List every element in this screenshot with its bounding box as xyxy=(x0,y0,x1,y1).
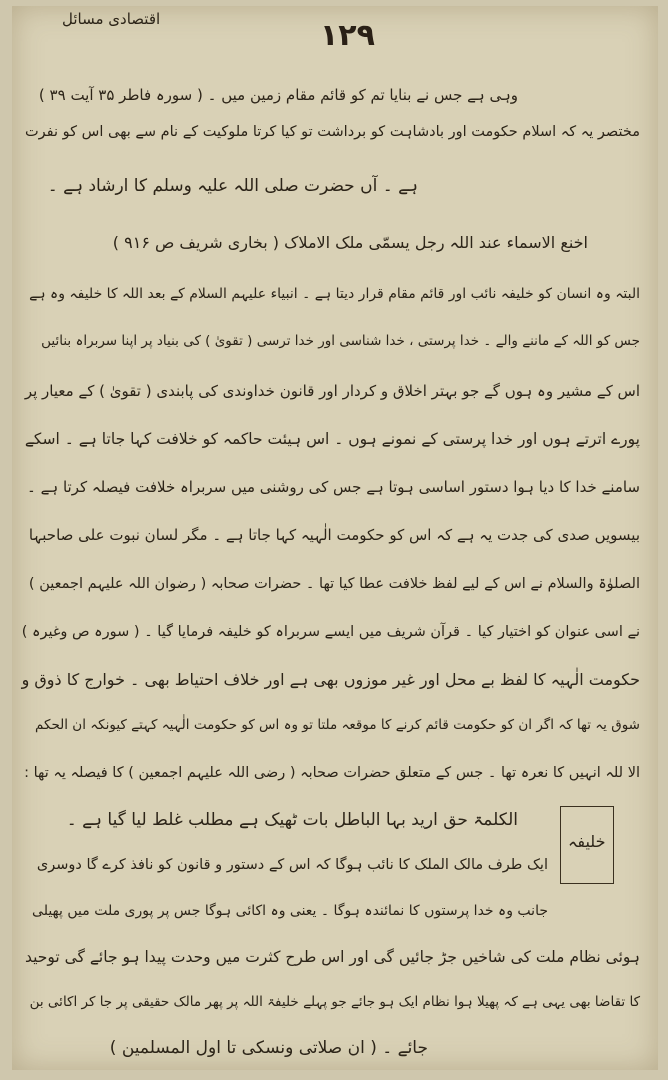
text-line: بیسویں صدی کی جدت یہ ہے کہ اس کو حکومت الٰہیہ کہا جاتا ہے ۔ مگر لسان نبوت علی صاحبہا xyxy=(28,526,640,544)
text-line: البتہ وہ انسان کو خلیفہ نائب اور قائم مقام قرار دیتا ہے ۔ انبیاء علیہم السلام کے بعد اللہ کا خلیفہ وہ ہے xyxy=(29,286,640,302)
text-line: ایک طرف مالک الملک کا نائب ہوگا کہ اس کے دستور و قانون کو نافذ کرے گا دوسری xyxy=(36,857,548,873)
running-title: اقتصادی مسائل xyxy=(62,10,161,28)
text-line: شوق یہ تھا کہ اگر ان کو حکومت قائم کرنے کا موقعہ ملتا تو وہ اس کو حکومت الٰہیہ کہتے کیونکہ ان الحکم xyxy=(35,717,640,733)
text-line: کا تقاضا بھی یہی ہے کہ پھیلا ہوا نظام ایک ہو جائے جو پہلے خلیفۃ اللہ پر پھر مالک حقیقی پر جا کر اکائی بن xyxy=(29,994,640,1010)
text-line: الصلوٰۃ والسلام نے اس کے لیے لفظ خلافت عطا کیا تھا ۔ حضرات صحابہ ( رضوان اللہ علیہم اجمعین ) xyxy=(28,576,640,592)
text-line: سامنے خدا کا دیا ہوا دستور اساسی ہوتا ہے جس کی روشنی میں سربراہ خلافت فیصلہ کرتا ہے ۔ xyxy=(27,478,640,496)
text-line: جس کو اللہ کے ماننے والے ۔ خدا پرستی ، خدا شناسی اور خدا ترسی ( تقویٰ ) کی بنیاد پر اپنا سربراہ بنائیں xyxy=(41,333,640,349)
text-line: وہی ہے جس نے بنایا تم کو قائم مقام زمین میں ۔ ( سورہ فاطر ۳۵ آیت ۳۹ ) xyxy=(38,86,518,104)
text-line: حکومت الٰہیہ کا لفظ بے محل اور غیر موزوں بھی ہے اور خلاف احتیاط بھی ۔ خوارج کا ذوق و xyxy=(21,670,640,689)
text-line: مختصر یہ کہ اسلام حکومت اور بادشاہت کو برداشت تو کیا کرتا ملوکیت کے نام سے بھی اس کو نفرت xyxy=(25,124,640,140)
text-line: ہے ۔ آں حضرت صلی اللہ علیہ وسلم کا ارشاد ہے ۔ xyxy=(47,176,418,196)
text-line: ہوئی نظام ملت کی شاخیں جڑ جائیں گی اور اس طرح کثرت میں وحدت پیدا ہو جائے گی توحید xyxy=(24,948,640,966)
text-line: نے اسی عنوان کو اختیار کیا ۔ قرآن شریف میں ایسے سربراہ کو خلیفہ فرمایا گیا ۔ ( سورہ ص وغیرہ ) xyxy=(21,624,640,640)
text-line: جائے ۔ ( ان صلاتی ونسکی تا اول المسلمین ) xyxy=(109,1038,428,1058)
margin-heading: خلیفہ xyxy=(568,832,606,851)
text-line: پورے اترتے ہوں اور خدا پرستی کے نمونے ہوں ۔ اس ہیئت حاکمہ کو خلافت کہا جاتا ہے ۔ اسکے xyxy=(24,430,640,448)
text-line: الکلمۃ حق ارید بہا الباطل بات ٹھیک ہے مطلب غلط لیا گیا ہے ۔ xyxy=(66,810,518,830)
text-line: اس کے مشیر وہ ہوں گے جو بہتر اخلاق و کردار اور قانون خداوندی کی پابندی ( تقویٰ ) کے معیار پر xyxy=(24,382,640,400)
text-line: الا للہ انہیں کا نعرہ تھا ۔ جس کے متعلق حضرات صحابہ ( رضی اللہ علیہم اجمعین ) کا فیصلہ یہ تھا : xyxy=(24,765,640,781)
page-number: ۱۲۹ xyxy=(320,18,375,53)
text-line: اخنع الاسماء عند اللہ رجل یسمّی ملک الاملاک ( بخاری شریف ص ۹۱۶ ) xyxy=(112,233,588,252)
text-line: جانب وہ خدا پرستوں کا نمائندہ ہوگا ۔ یعنی وہ اکائی ہوگا جس پر پوری ملت میں پھیلی xyxy=(32,903,548,919)
